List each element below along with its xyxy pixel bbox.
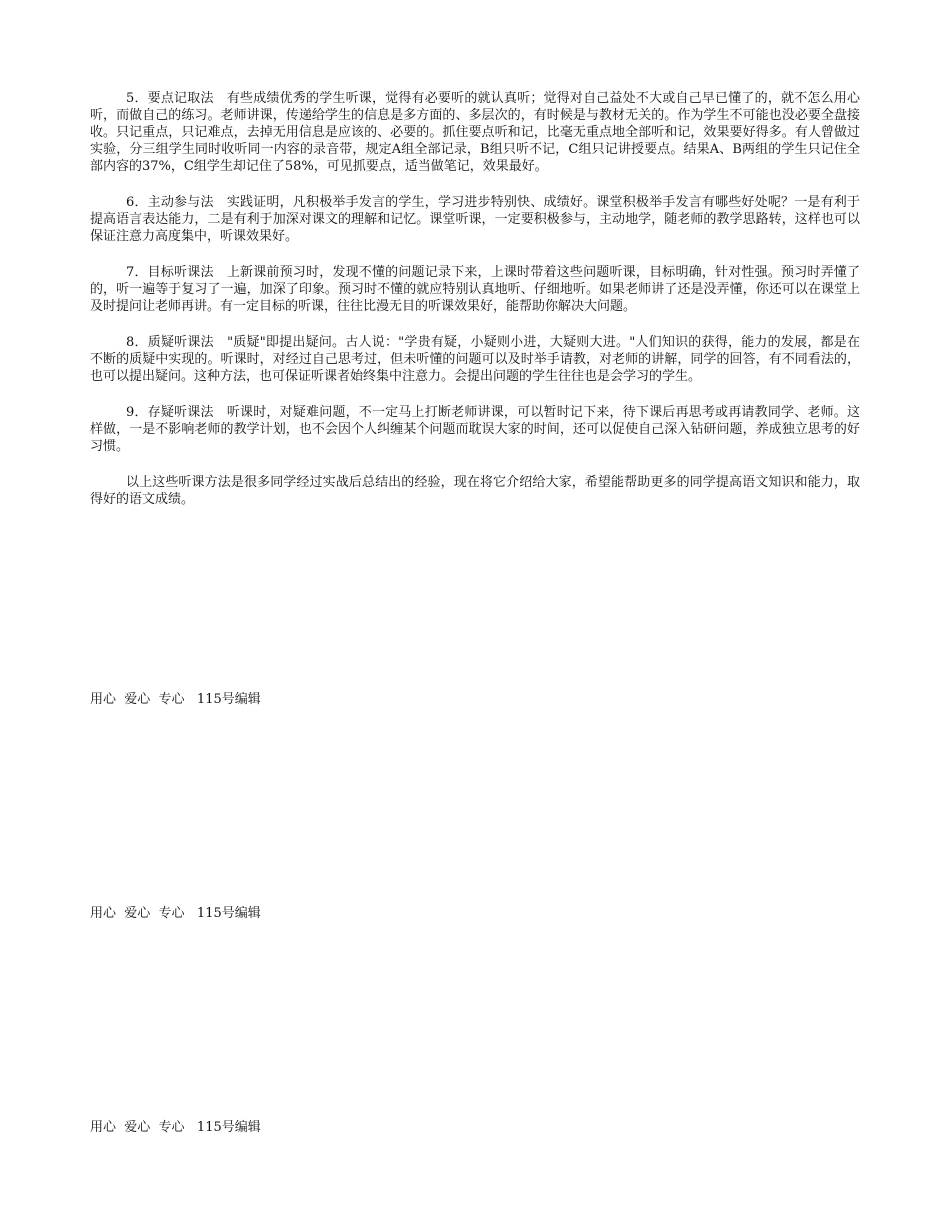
paragraph-key-point-method: 5．要点记取法 有些成绩优秀的学生听课，觉得有必要听的就认真听；觉得对自己益处不大或自己早已懂了的，就不怎么用心听，而做自己的练习。老师讲课，传递给学生的信息是多方面的、多层次的，有时候是与教材无关的。作为学生不可能也没必要全盘接收。只记重点，只记难点，去掉无用信息是应该的、必要的。抓住要点听和记，比毫无重点地全部听和记，效果要好得多。有人曾做过实验，分三组学生同时收听同一内容的录音带，规定A组全部记录，B组只听不记，C组只记讲授要点。结果A、B两组的学生只记住全部内容的37%，C组学生却记住了58%，可见抓要点，适当做笔记，效果最好。 xyxy=(90,91,860,174)
paragraph-deferred-question-method: 9．存疑听课法 听课时，对疑难问题，不一定马上打断老师讲课，可以暂时记下来，待下课后再思考或再请教同学、老师。这样做，一是不影响老师的教学计划，也不会因个人纠缠某个问题而耽误大家的时间，还可以促使自己深入钻研问题，养成独立思考的好习惯。 xyxy=(90,405,860,454)
page-footer: 用心 爱心 专心 115号编辑 xyxy=(90,906,261,921)
page-footer: 用心 爱心 专心 115号编辑 xyxy=(90,692,261,707)
paragraph-goal-listening-method: 7．目标听课法 上新课前预习时，发现不懂的问题记录下来，上课时带着这些问题听课，目标明确，针对性强。预习时弄懂了的，听一遍等于复习了一遍，加深了印象。预习时不懂的就应特别认真地听、仔细地听。如果老师讲了还是没弄懂，你还可以在课堂上及时提问让老师再讲。有一定目标的听课，往往比漫无目的听课效果好，能帮助你解决大问题。 xyxy=(90,265,860,314)
document-body xyxy=(90,90,860,527)
paragraph-questioning-method: 8．质疑听课法 "质疑"即提出疑问。古人说："学贵有疑，小疑则小进，大疑则大进。"人们知识的获得，能力的发展，都是在不断的质疑中实现的。听课时，对经过自己思考过，但未听懂的问题可以及时举手请教，对老师的讲解，同学的回答，有不同看法的，也可以提出疑问。这种方法，也可保证听课者始终集中注意力。会提出问题的学生往往也是会学习的学生。 xyxy=(90,335,860,384)
page-footer: 用心 爱心 专心 115号编辑 xyxy=(90,1120,261,1135)
paragraph-conclusion: 以上这些听课方法是很多同学经过实战后总结出的经验，现在将它介绍给大家，希望能帮助更多的同学提高语文知识和能力，取得好的语文成绩。 xyxy=(90,475,860,507)
paragraph-active-participation-method: 6．主动参与法 实践证明，凡积极举手发言的学生，学习进步特别快、成绩好。课堂积极举手发言有哪些好处呢？一是有利于提高语言表达能力，二是有利于加深对课文的理解和记忆。课堂听课，一定要积极参与，主动地学，随老师的教学思路转，这样也可以保证注意力高度集中，听课效果好。 xyxy=(90,195,860,244)
